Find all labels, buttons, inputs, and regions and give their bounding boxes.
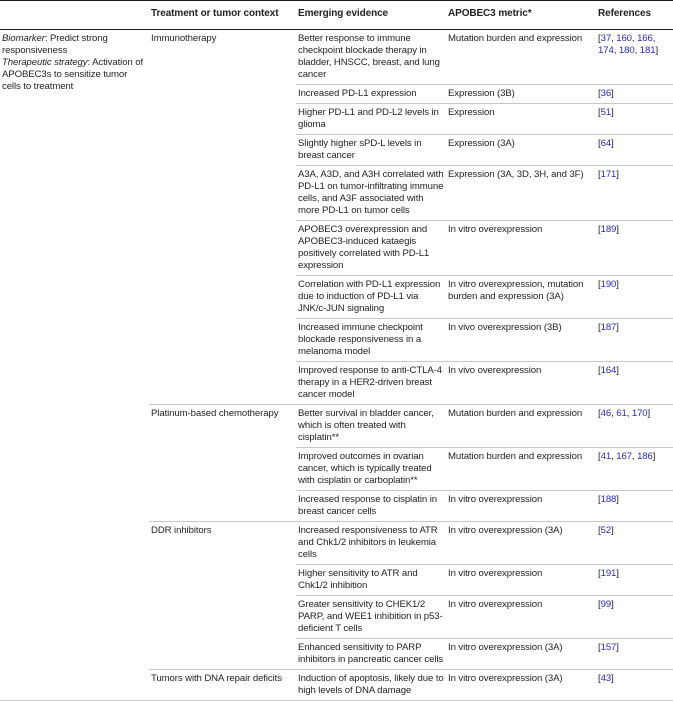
header-row — [0, 1, 673, 30]
reference-link[interactable]: 99 — [600, 599, 612, 610]
references-cell: [51] — [596, 104, 673, 135]
metric-cell: In vitro overexpression — [446, 491, 596, 522]
metric-cell: Mutation burden and expression — [446, 405, 596, 448]
reference-link[interactable]: 188 — [600, 494, 617, 505]
metric-cell: In vitro overexpression (3A) — [446, 670, 596, 701]
metric-cell: In vitro overexpression — [446, 221, 596, 276]
reference-link[interactable]: 190 — [600, 279, 617, 290]
references-cell: [37, 160, 166, 174, 180, 181] — [596, 30, 673, 85]
references-cell: [189] — [596, 221, 673, 276]
reference-link[interactable]: 187 — [600, 322, 617, 333]
metric-cell: Mutation burden and expression — [446, 30, 596, 85]
reference-link[interactable]: 51 — [600, 107, 612, 118]
metric-cell: In vitro overexpression (3A) — [446, 639, 596, 670]
reference-link[interactable]: 191 — [600, 568, 617, 579]
metric-cell: In vivo overexpression — [446, 362, 596, 405]
header-emerging-evidence: Emerging evidence — [296, 1, 446, 30]
header-category — [0, 1, 149, 30]
table-row — [0, 30, 673, 85]
reference-link[interactable]: 41 — [600, 451, 612, 462]
evidence-cell: Higher PD-L1 and PD-L2 levels in glioma — [296, 104, 446, 135]
evidence-cell: A3A, A3D, and A3H correlated with PD-L1 on tumor-infiltrating immune cells, and A3F associated with more PD-L1 on tumor cells — [296, 166, 446, 221]
reference-link[interactable]: 180 — [618, 45, 635, 56]
references-cell: [64] — [596, 135, 673, 166]
header-apobec3-metric: APOBEC3 metric* — [446, 1, 596, 30]
reference-link[interactable]: 61 — [616, 408, 627, 419]
references-cell: [164] — [596, 362, 673, 405]
metric-cell: In vitro overexpression (3A) — [446, 522, 596, 565]
evidence-cell: Increased response to cisplatin in breast cancer cells — [296, 491, 446, 522]
category-cell — [0, 30, 149, 701]
reference-link[interactable]: 181 — [639, 45, 656, 56]
references-cell: [43] — [596, 670, 673, 701]
metric-cell: Expression (3A) — [446, 135, 596, 166]
metric-cell: Expression — [446, 104, 596, 135]
metric-cell: In vitro overexpression — [446, 565, 596, 596]
table-body — [0, 30, 673, 701]
reference-link[interactable]: 160 — [616, 33, 632, 44]
evidence-cell: Slightly higher sPD-L levels in breast cancer — [296, 135, 446, 166]
references-cell: [157] — [596, 639, 673, 670]
reference-link[interactable]: 170 — [631, 408, 648, 419]
reference-link[interactable]: 157 — [600, 642, 617, 653]
reference-link[interactable]: 171 — [600, 169, 617, 180]
evidence-cell: Better response to immune checkpoint blockade therapy in bladder, HNSCC, breast, and lung cancer — [296, 30, 446, 85]
metric-cell: Expression (3B) — [446, 85, 596, 104]
references-cell: [41, 167, 186] — [596, 448, 673, 491]
evidence-cell: APOBEC3 overexpression and APOBEC3-induced kataegis positively correlated with PD-L1 expression — [296, 221, 446, 276]
references-cell: [190] — [596, 276, 673, 319]
reference-link[interactable]: 37 — [600, 33, 612, 44]
evidence-cell: Greater sensitivity to CHEK1/2 PARP, and WEE1 inhibition in p53-deficient T cells — [296, 596, 446, 639]
evidence-cell: Increased immune checkpoint blockade responsiveness in a melanoma model — [296, 319, 446, 362]
reference-link[interactable]: 64 — [600, 138, 612, 149]
treatment-context-cell: Immunotherapy — [149, 30, 296, 405]
treatment-context-cell: Tumors with DNA repair deficits — [149, 670, 296, 701]
metric-cell: In vitro overexpression — [446, 596, 596, 639]
strategy-text: : Activation of APOBEC3s to sensitize tumor cells to treatment — [2, 57, 144, 92]
reference-link[interactable]: 189 — [600, 224, 617, 235]
evidence-cell: Correlation with PD-L1 expression due to induction of PD-L1 via JNK/c-JUN signaling — [296, 276, 446, 319]
evidence-cell: Induction of apoptosis, likely due to high levels of DNA damage — [296, 670, 446, 701]
reference-link[interactable]: 52 — [600, 525, 612, 536]
evidence-cell: Improved response to anti-CTLA-4 therapy in a HER2-driven breast cancer model — [296, 362, 446, 405]
references-cell: [171] — [596, 166, 673, 221]
reference-link[interactable]: 46 — [600, 408, 612, 419]
references-cell: [191] — [596, 565, 673, 596]
references-cell: [52] — [596, 522, 673, 565]
treatment-context-cell: Platinum-based chemotherapy — [149, 405, 296, 522]
reference-link[interactable]: 43 — [600, 673, 612, 684]
evidence-cell: Enhanced sensitivity to PARP inhibitors in pancreatic cancer cells — [296, 639, 446, 670]
references-cell: [36] — [596, 85, 673, 104]
reference-link[interactable]: 174 — [598, 45, 614, 56]
header-references: References — [596, 1, 673, 30]
references-cell: [46, 61, 170] — [596, 405, 673, 448]
evidence-cell: Increased responsiveness to ATR and Chk1/2 inhibitors in leukemia cells — [296, 522, 446, 565]
reference-link[interactable]: 167 — [616, 451, 632, 462]
treatment-context-cell: DDR inhibitors — [149, 522, 296, 670]
references-cell: [187] — [596, 319, 673, 362]
references-cell: [188] — [596, 491, 673, 522]
metric-cell: In vitro overexpression, mutation burden and expression (3A) — [446, 276, 596, 319]
metric-cell: Expression (3A, 3D, 3H, and 3F) — [446, 166, 596, 221]
evidence-cell: Improved outcomes in ovarian cancer, which is typically treated with cisplatin or carboplatin** — [296, 448, 446, 491]
metric-cell: In vivo overexpression (3B) — [446, 319, 596, 362]
evidence-cell: Increased PD-L1 expression — [296, 85, 446, 104]
reference-link[interactable]: 36 — [600, 88, 612, 99]
header-treatment-context: Treatment or tumor context — [149, 1, 296, 30]
reference-link[interactable]: 164 — [600, 365, 617, 376]
biomarker-label: Biomarker — [2, 33, 45, 44]
biomarker-text: : Predict strong responsiveness — [2, 33, 108, 56]
reference-link[interactable]: 166 — [637, 33, 653, 44]
metric-cell: Mutation burden and expression — [446, 448, 596, 491]
evidence-cell: Higher sensitivity to ATR and Chk1/2 inhibition — [296, 565, 446, 596]
evidence-cell: Better survival in bladder cancer, which is often treated with cisplatin** — [296, 405, 446, 448]
reference-link[interactable]: 186 — [637, 451, 653, 462]
references-cell: [99] — [596, 596, 673, 639]
strategy-label: Therapeutic strategy — [2, 57, 88, 68]
